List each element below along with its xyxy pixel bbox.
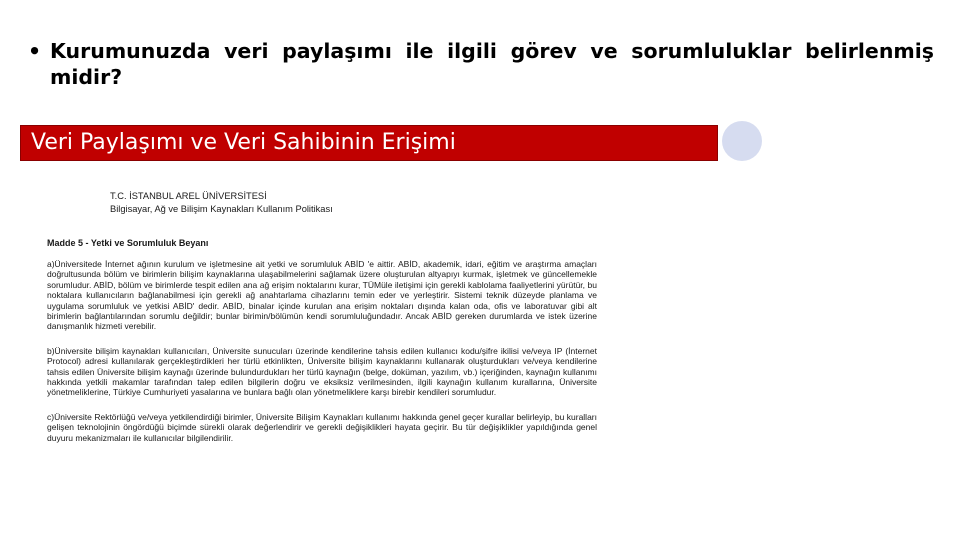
question-bullet [28,38,934,90]
paragraph-b: b)Üniversite bilişim kaynakları kullanıcıları, Üniversite sunucuları üzerinde kendilerine tahsis edilen kullanıcı kodu/şifre ikilisi ve/veya IP (İnternet Protocol) adresi kullanılarak gerçekleştirdikleri her türlü etkinlikten, Üniversite bilişim kaynaklarını kullanarak oluşturdukları ve/veya kendilerine tahsis edilen Üniversite bilişim kaynağı üzerinde bulundurdukları her türlü kaynağın (belge, doküman, yazılım, vb.) içeriğinden, kaynağın kullanımı hakkında yetkili makamlar tarafından talep edilen bilgilerin doğru ve eksiksiz verilmesinden, ilgili kaynağın kullanım kurallarına, Üniversite yönetmeliklerine, Türkiye Cumhuriyeti yasalarına ve bunlara bağlı olan yönetmeliklere karşı birebir kendileri sorumludur. [47,345,597,398]
document-policy-title: Bilgisayar, Ağ ve Bilişim Kaynakları Kullanım Politikası [110,204,333,214]
bullet-dot-icon: • [28,39,42,63]
paragraph-a: a)Üniversitede İnternet ağının kurulum ve işletmesine ait yetki ve sorumluluk ABİD 'e aittir. ABİD, akademik, idari, eğitim ve araştırma amaçları doğrultusunda bölüm ve birimlerin bilişim kaynaklarına ulaşabilmelerini sağlamak üzere oluşturulan altyapıyı kurmak, işletmek ve güncellemekle sorumludur. ABİD, bölüm ve birimlerde tespit edilen ana ağ erişim noktalarını kurar, TÜMüle iletişimi için gerekli kablolama faaliyetlerini yürütür, bu noktalara kullanıcıların bağlanabilmesi için gerekli ağ anahtarlama cihazlarını temin eder ve yerleştirir. Sistemi teknik düzeyde planlama ve uygulama sorumluluk ve yetkisi ABİD' dedir. ABİD, binalar içinde kurulan ana erişim noktaları dışında kalan oda, ofis ve laboratuvar gibi alt birimlerin bağlantılarından sorumlu değildir; bunlar birimin/bölümün kendi sorumluluğundadır. Ancak ABİD gereken durumlarda ve istek üzerine danışmanlık hizmeti verebilir. [47,259,597,332]
section-banner [20,125,718,161]
policy-document-image [47,190,597,443]
banner-title: Veri Paylaşımı ve Veri Sahibinin Erişimi [31,130,456,155]
document-org: T.C. İSTANBUL AREL ÜNİVERSİTESİ [110,191,267,201]
decorative-circle-icon [722,121,762,161]
article-title: Madde 5 - Yetki ve Sorumluluk Beyanı [47,238,209,248]
question-line-1: Kurumunuzda veri paylaşımı ile ilgili görev ve sorumluluklar belirlenmiş [50,39,934,63]
question-line-2: midir? [50,65,123,89]
paragraph-c: c)Üniversite Rektörlüğü ve/veya yetkilendirdiği birimler, Üniversite Bilişim Kaynakları kullanımı hakkında genel geçer kurallar belirleyip, bu kuralları gelişen teknolojinin öngördüğü biçimde sürekli olarak değerlendirir ve gerekli değişiklikleri hayata geçirir. Bu tür değişiklikler yapıldığında genel duyuru mekanizmaları ile kullanıcılar bilgilendirilir. [47,411,597,443]
document-header [110,190,597,216]
